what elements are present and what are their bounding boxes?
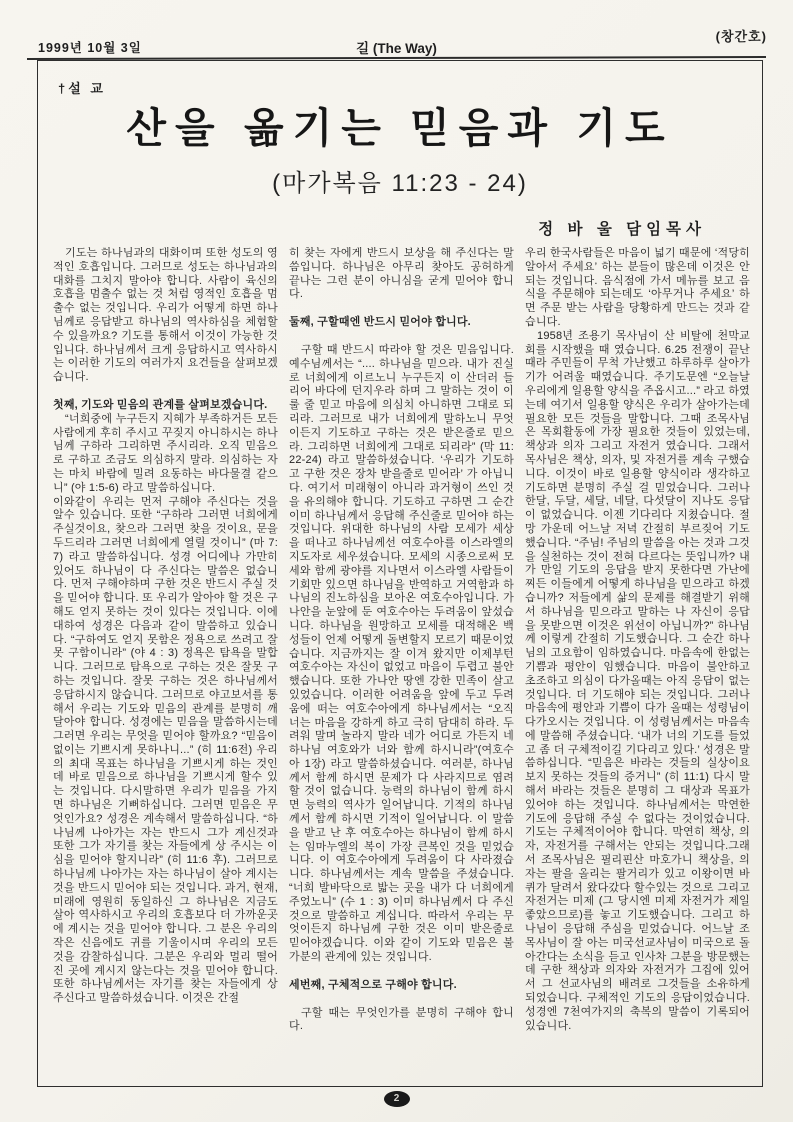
author-byline: 정 바 울 담임목사	[538, 221, 706, 238]
body-paragraph: 이와같이 우리는 먼저 구해야 주신다는 것을 알수 있습니다. 또한 “구하라 그러면 너희에게 주실것이요, 찾으라 그러면 찾을 것이요, 문을 두드리라 그러면 너희에게 열릴 것이니” (마 7:7) 라고 말씀하십니다. 성경 어디에나 가만히 있어도 하나님이 다 주신다는 말씀은 없습니다. 먼저 구해야하며 구한 것은 반드시 주실 것을 믿어야 합니다. 또 우리가 알아야 할 것은 구해도 얻지 못하는 것이 있다는 것입니다. 이에 대하여 성경은 다음과 같이 말씀하고 있습니다. “구하여도 얻지 못함은 정욕으로 쓰려고 잘못 구함이니라” (야 4 : 3) 정욕은 탐욕을 말합니다. 그러므로 탐욕으로 구하는 것은 잘못 구하는 것입니다. 잘못 구하는 것은 하나님께서 응답하시지 않습니다. 그러므로 야고보서를 통해서 우리는 기도와 믿음의 관계를 분명히 깨달아야 합니다. 성경에는 믿음을 말씀하시는데 그러면 우리는 무엇을 믿어야 할까요? “믿음이 없이는 기쁘시게 못하나니...” (히 11:6전) 우리의 최대 목표는 하나님을 기쁘시게 하는 것인데 바로 믿음으로 하나님을 기쁘시게 할수 있는 것입니다. 다시말하면 우리가 믿음을 가지면 하나님은 기뻐하십니다. 그러면 믿음은 무엇인가요? 성경은 계속해서 말씀하십니다. “하나님께 나아가는 자는 반드시 그가 계신것과 또한 그가 자기를 찾는 자들에게 상 주시는 이심을 믿어야 할지니라” (히 11:6 후). 그러므로 하나님께 나아가는 자는 하나님이 살아 계시는 것을 반드시 믿어야 되는 것입니다. 과거, 현재, 미래에 영원히 동일하신 그 하나님은 지금도 살아 역사하시고 우리의 호흡보다 더 가까운곳에 계시는 것을 믿어야 합니다. 그 분은 우리의 작은 신음에도 귀를 기울이시며 우리의 모든 것을 감찰하십니다. 그분은 우리와 멀리 떨어진 곳에 계시지 않는다는 것을 믿어야 합니다. 또한 하나님께서는 자기를 찾는 자들에게 상 주신다고 말씀하셨습니다. 이것은 간절	[53, 495, 278, 1005]
sermon-title: 산을 옮기는 믿음과 기도	[126, 105, 674, 151]
article-frame	[37, 60, 763, 1087]
edition-label: (창간호)	[715, 29, 767, 44]
scripture-reference: (마가복음 11:23 - 24)	[272, 170, 528, 197]
body-paragraph: 1958년 조용기 목사님이 산 비탈에 천막교회를 시작했을 때 였습니다. 6.25 전쟁이 끝난 때라 주민들이 무척 가난했고 하루하루 살아가기가 어려울 때였습니다. 주기도문엔 “오늘날 우리에게 일용할 양식을 주옵시고...” 라고 하였는데 여기서 일용할 양식은 우리가 살아가는데 필요한 모든 것들을 말합니다. 그때 조목사님은 목회활동에 가장 필요한 것들이 있었는데, 책상과 의자 그리고 자전거 였습니다. 그래서 목사님은 책상, 의자, 및 자전거를 계속 구했습니다. 이것이 바로 일용할 양식이라 생각하고 기도하면 분명히 주실 걸 믿었습니다. 그러나 한달, 두달, 세달, 네달, 다섯달이 지나도 응답이 없었습니다. 이젠 기다리다 지쳤습니다. 절망 가운데 어느날 저녁 간절히 부르짖어 기도했습니다. “주님! 주님의 말씀을 아는 것과 그것을 실천하는 것이 전혀 다르다는 뜻입니까? 내가 만일 기도의 응답을 받지 못한다면 가난에 찌든 이들에게 어떻게 하나님을 믿으라고 하겠습니까? 저들에게 삶의 문제를 해결받기 위해서 하나님을 믿으라고 말하는 나 자신이 응답을 못받으면 이것은 위선이 아닙니까?” 하나님께 이렇게 간절히 기도했습니다. 그 순간 하나님의 고요함이 임하였습니다. 마음속에 한없는 기쁨과 평안이 임했습니다. 마음이 불안하고 초조하고 의심이 다가올때는 아직 응답이 없는 것입니다. 더 기도해야 되는 것입니다. 그러나 마음속에 평안과 기쁨이 다가 올때는 성령님이 다가오시는 것입니다. 이 성령님께서는 마음속에 말씀해 주셨습니다. ‘내가 너의 기도를 들었고 좀 더 구체적이길 기다리고 있다.’ 성경은 말씀하십니다. “믿음은 바라는 것들의 실상이요 보지 못하는 것들의 증거니” (히 11:1) 다시 말해서 바라는 것들은 분명히 그 대상과 목표가 있어야 하는 것입니다. 하나님께서는 막연한 기도에 응답해 주실 수 없다는 것이었습니다. 기도는 구체적이어야 합니다. 막연히 책상, 의자, 자전거를 구해서는 안되는 것입니다.그래서 조목사님은 필리핀산 마호가니 책상을, 의자는 팔을 올리는 팔거리가 있고 이왕이면 바퀴가 달려서 왔다갔다 할수있는 것으로 그리고 자전거는 미제 (그 당시엔 미제 자전거가 제일 좋았으므로)를 놓고 기도했습니다. 그리고 하나님이 응답해 주심을 믿었습니다. 어느날 조목사님이 잘 아는 미국선교사님이 미국으로 돌아간다는 소식을 듣고 인사차 그분을 방문했는데 구한 책상과 의자와 자전거가 그집에 있어서 그 선교사님의 배려로 그것들을 소유하게 되었습니다. 구체적인 기도의 응답이었습니다. 성경엔 7천여가지의 축복의 말씀이 기록되어 있습니다.	[525, 329, 750, 1032]
body-paragraph: 히 찾는 자에게 반드시 보상을 해 주신다는 말씀입니다. 하나님은 아무리 찾아도 공허하게 끝나는 그런 분이 아니심을 굳게 믿어야 합니다.	[289, 247, 514, 301]
article-column-3	[525, 247, 750, 1077]
masthead-title: 길 (The Way)	[356, 41, 437, 56]
article-column-1	[53, 247, 278, 1077]
article-column-2	[289, 247, 514, 1077]
page-number-badge: 2	[384, 1091, 410, 1107]
article-body	[53, 247, 750, 1077]
body-paragraph: 구할 때 반드시 따라야 할 것은 믿음입니다. 예수님께서는 “.... 하나님을 믿으라. 내가 진실로 너희에게 이르노니 누구든지 이 산더러 들리어 바다에 던지우라 하며 그 말하는 것이 이룰 줄 믿고 마음에 의심치 아니하면 그대로 되리라. 그러므로 내가 너희에게 말하노니 무엇이든지 기도하고 구하는 것은 받은줄로 믿으라. 그리하면 너희에게 그대로 되리라” (막 11:22-24) 라고 말씀하셨습니다. ‘우리가 기도하고 구한 것은 장차 받을줄로 믿어라’ 가 아닙니다. 여기서 미래형이 아니라 과거형이 쓰인 것을 유의해야 합니다. 기도하고 구하면 그 순간 이미 하나님께서 응답해 주신줄로 믿어야 하는 것입니다. 위대한 하나님의 사람 모세가 세상을 떠나고 하나님께선 여호수아를 이스라엘의 지도자로 세우셨습니다. 모세의 시종으로써 모세와 함께 광야를 지나면서 이스라엘 사람들이 기회만 있으면 하나님을 반역하고 거역함과 하나님의 진노하심을 보아온 여호수아입니다. 가나안을 눈앞에 둔 여호수아는 두려움이 앞섰습니다. 하나님을 원망하고 모세를 대적해온 백성들이 언제 어떻게 돌변할지 모르기 때문이었습니다. 지금까지는 잘 이겨 왔지만 이제부턴 여호수아는 자신이 없었고 마음이 두렵고 불안했습니다. 또한 가나안 땅엔 강한 민족이 살고 있었습니다. 이러한 어려움을 앞에 두고 두려움에 떠는 여호수아에게 하나님께서는 “오직 너는 마음을 강하게 하고 극히 담대히 하라. 두려워 말며 놀라지 말라 네가 어디로 가든지 네 하나님 여호와가 너와 함께 하시니라”(여호수아 1장) 라고 말씀하셨습니다. 여러분, 하나님께서 함께 하시면 문제가 다 사라지므로 염려할 것이 없습니다. 능력의 하나님이 함께 하시면 능력의 역사가 일어납니다. 기적의 하나님께서 함께 하시면 기적이 일어납니다. 이 말씀을 받고 난 후 여호수아는 하나님이 함께 하시는 임마누엘의 복이 가장 큰복인 것을 믿었습니다. 이 여호수아에게 두려움이 다 사라졌습니다. 하나님께서는 계속 말씀을 주셨습니다. “너희 발바닥으로 밟는 곳을 내가 다 너희에게 주었노니” (수 1 : 3) 이미 하나님께서 다 주신 것으로 말씀하고 계십니다. 따라서 우리는 무엇이든지 하나님께 구한 것은 이미 받은줄로 믿어야겠습니다. 이와 같이 기도와 믿음은 불가분의 관계에 있는 것입니다.	[289, 343, 514, 964]
body-paragraph: “너희중에 누구든지 지혜가 부족하거든 모든 사람에게 후히 주시고 꾸짖지 아니하시는 하나님께 구하라 그리하면 주시리라. 오직 믿음으로 구하고 조금도 의심하지 말라. 의심하는 자는 마치 바람에 밀려 요동하는 바다물결 같으니” (야 1:5-6) 라고 말씀하십니다.	[53, 412, 278, 494]
section-heading: 첫째, 기도와 믿음의 관계를 살펴보겠습니다.	[53, 398, 268, 411]
body-paragraph: 구할 때는 무엇인가를 분명히 구해야 합니다.	[289, 1006, 514, 1033]
section-heading: 둘째, 구할때엔 반드시 믿어야 합니다.	[289, 316, 471, 329]
body-paragraph: 우리 한국사람들은 마음이 넓기 때문에 ‘적당히 알아서 주세요’ 하는 분들이 많은데 이것은 안되는 것입니다. 음식점에 가서 메뉴를 보고 음식을 주문해야 되는데도 ‘아무거나 주세요’ 하면 주문 받는 사람을 당황하게 만드는 것과 같습니다.	[525, 247, 750, 328]
section-heading: 세번째, 구체적으로 구해야 합니다.	[289, 978, 457, 991]
section-tag-sermon: †설 교	[58, 81, 106, 96]
header-date: 1999년 10월 3일	[38, 41, 142, 55]
body-paragraph: 기도는 하나님과의 대화이며 또한 성도의 영적인 호흡입니다. 그러므로 성도는 하나님과의 대화를 그치지 말아야 합니다. 사람이 육신의 호흡을 멈출수 없는 것 처럼 영적인 호흡을 멈출수 없는 것입니다. 우리가 어떻게 하면 하나님께로 응답받고 하나님의 역사하심을 체험할 수 있을까요? 기도를 통해서 이것이 가능한 것입니다. 하나님께서 크게 응답하시고 역사하시는 이러한 기도의 여러가지 요건들을 살펴보겠습니다.	[53, 247, 278, 384]
